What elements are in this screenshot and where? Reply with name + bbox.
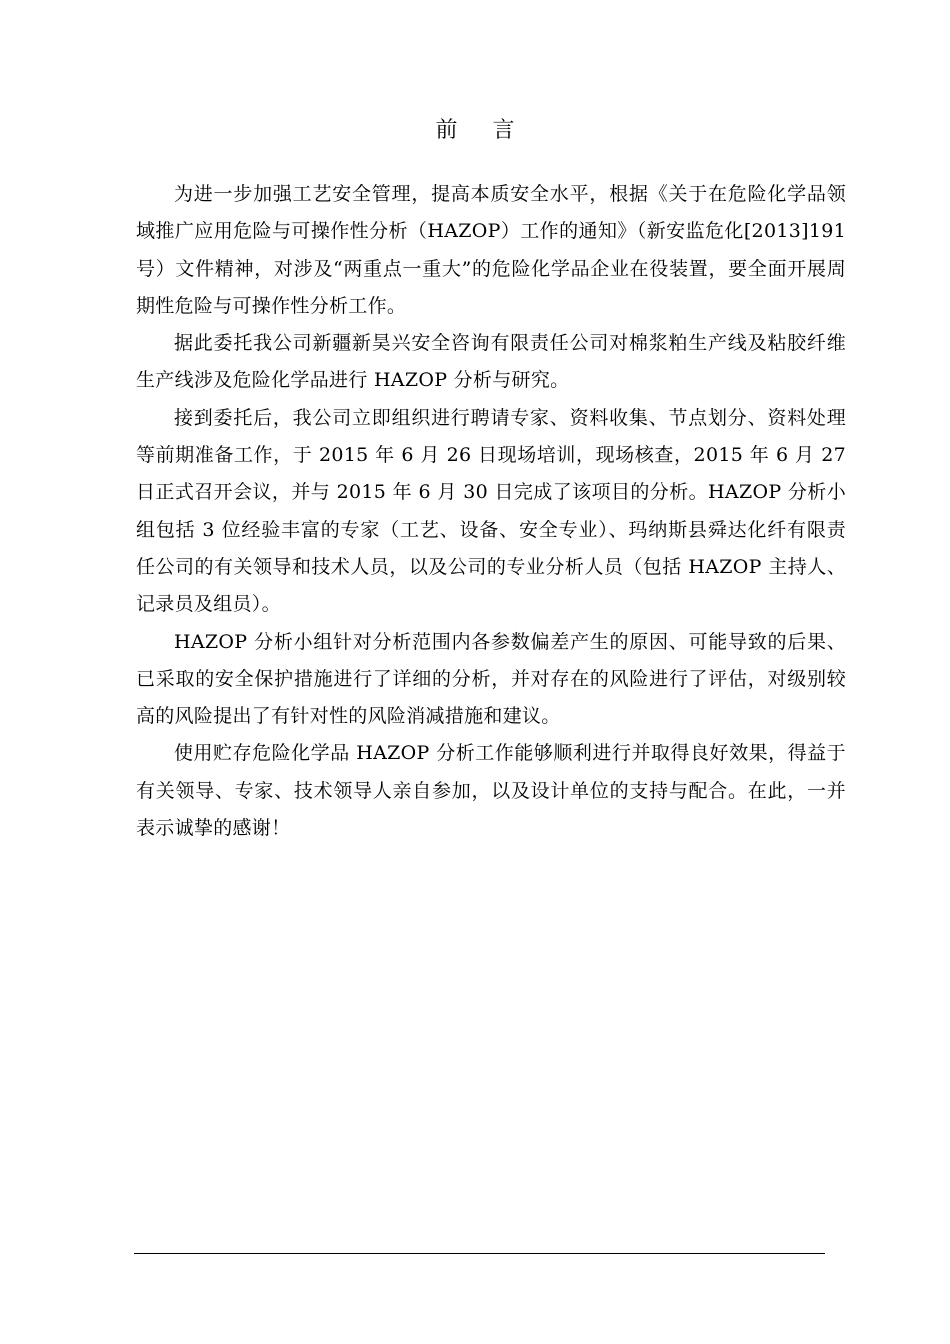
paragraph-1: 为进一步加强工艺安全管理，提高本质安全水平，根据《关于在危险化学品领域推广应用危险与可操作性分析（HAZOP）工作的通知》（新安监危化[2013]191 号）文件精神，对涉及“两重点一重大”的危险化学品企业在役装置，要全面开展周期性危险与可操作性分析工作。 bbox=[136, 183, 846, 317]
preface-body bbox=[136, 176, 846, 847]
paragraph-2: 据此委托我公司新疆新昊兴安全咨询有限责任公司对棉浆粕生产线及粘胶纤维生产线涉及危险化学品进行 HAZOP 分析与研究。 bbox=[136, 332, 846, 392]
footer-divider bbox=[134, 1253, 825, 1254]
paragraph-4: HAZOP 分析小组针对分析范围内各参数偏差产生的原因、可能导致的后果、已采取的安全保护措施进行了详细的分析，并对存在的风险进行了评估，对级别较高的风险提出了有针对性的风险消减措施和建议。 bbox=[136, 630, 846, 728]
paragraph-5: 使用贮存危险化学品 HAZOP 分析工作能够顺利进行并取得良好效果，得益于有关领导、专家、技术领导人亲自参加，以及设计单位的支持与配合。在此，一并表示诚挚的感谢！ bbox=[136, 742, 846, 840]
paragraph-3: 接到委托后，我公司立即组织进行聘请专家、资料收集、节点划分、资料处理等前期准备工作，于 2015 年 6 月 26 日现场培训，现场核查，2015 年 6 月 27 日正式召开会议，并与 2015 年 6 月 30 日完成了该项目的分析。HAZOP 分析小组包括 3 位经验丰富的专家（工艺、设备、安全专业）、玛纳斯县舜达化纤有限责任公司的有关领导和技术人员，以及公司的专业分析人员（包括 HAZOP 主持人、记录员及组员）。 bbox=[136, 406, 846, 616]
page-title: 前 言 bbox=[435, 118, 529, 143]
